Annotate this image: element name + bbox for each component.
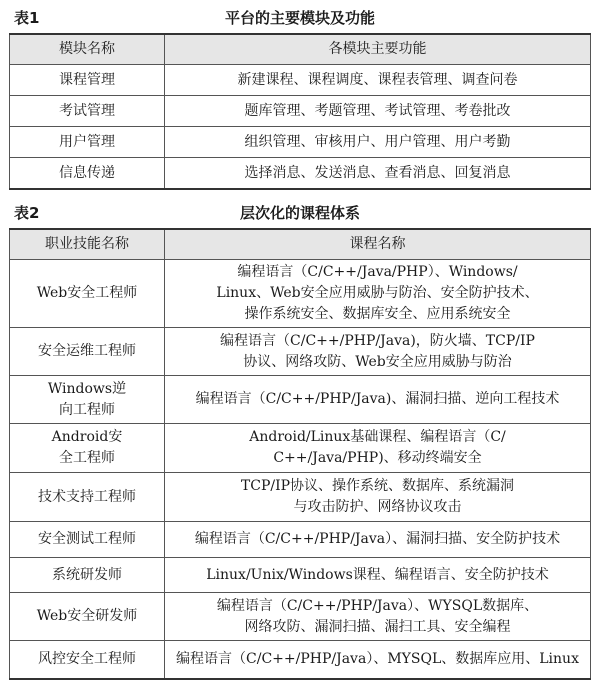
table1-module-function: 新建课程、课程调度、课程表管理、调查问卷 (165, 65, 591, 96)
table1-header-row (10, 34, 591, 65)
table-row (10, 424, 591, 473)
table2-skill-name (10, 558, 165, 593)
table-row (10, 65, 591, 96)
table2-course-line: 协议、网络攻防、Web安全应用威胁与防治 (243, 353, 512, 370)
table-row (10, 473, 591, 522)
table2-skill-name (10, 376, 165, 424)
table1-title: 平台的主要模块及功能 (224, 9, 375, 27)
table2-course-line: Linux/Unix/Windows课程、编程语言、安全防护技术 (206, 566, 549, 583)
table1-module-name: 考试管理 (10, 96, 165, 127)
table2-skill-line: 向工程师 (59, 401, 115, 418)
table2-course-names (165, 473, 591, 522)
table1-caption (0, 4, 600, 30)
table2-caption (0, 199, 600, 225)
table-row (10, 593, 591, 641)
table2-course-line: 编程语言（C/C++/Java/PHP）、Windows/ (237, 264, 518, 280)
table2-course-line: 编程语言（C/C++/PHP/Java)、漏洞扫描、逆向工程技术 (195, 391, 560, 407)
table2-skill-line: 风控安全工程师 (38, 650, 136, 667)
table2-course-line: Linux、Web安全应用威胁与防治、安全防护技术、 (216, 285, 539, 301)
table2-course-line: 网络攻防、漏洞扫描、漏扫工具、安全编程 (244, 618, 511, 635)
table2-skill-line: 安全测试工程师 (38, 531, 136, 547)
table2-skill-line: 技术支持工程师 (38, 488, 136, 505)
table2-skill-name (10, 260, 165, 328)
table1-module-name: 用户管理 (10, 127, 165, 158)
table-row (10, 522, 591, 558)
table-row (10, 328, 591, 376)
table-row (10, 260, 591, 328)
table2-course-names (165, 593, 591, 641)
table2-skill-name (10, 424, 165, 473)
table2-skill-name (10, 473, 165, 522)
table2-header-skill: 职业技能名称 (10, 229, 165, 260)
table2-course-names (165, 558, 591, 593)
table2-skill-name (10, 328, 165, 376)
table2-course-line: 操作系统安全、数据库安全、应用系统安全 (244, 306, 511, 322)
table2-course-names (165, 376, 591, 424)
table2-course-line: 编程语言（C/C++/PHP/Java）、WYSQL数据库、 (216, 597, 539, 614)
table2-skill-line: 全工程师 (59, 450, 115, 466)
table1-number: 表1 (14, 9, 40, 27)
table2-course-line: TCP/IP协议、操作系统、数据库、系统漏洞 (240, 478, 515, 494)
table2-skill-line: Android安 (51, 429, 123, 445)
table-row (10, 558, 591, 593)
table2-skill-line: Web安全研发师 (36, 608, 138, 624)
table-row (10, 127, 591, 158)
table2-course-names (165, 522, 591, 558)
table2-skill-name (10, 522, 165, 558)
table2-skill-line: Web安全工程师 (36, 285, 138, 301)
table2-header-courses: 课程名称 (165, 229, 591, 260)
table-row (10, 158, 591, 190)
table2-course-line: 编程语言（C/C++/PHP/Java）、MYSQL、数据库应用、Linux (176, 650, 579, 667)
table2-course-line: C++/Java/PHP)、移动终端安全 (273, 450, 482, 466)
table-row (10, 96, 591, 127)
table2-course-line: 与攻击防护、网络协议攻击 (293, 499, 462, 515)
table2-course-line: Android/Linux基础课程、编程语言（C/ (249, 429, 506, 445)
table2-number: 表2 (14, 204, 40, 222)
table2-course-names (165, 260, 591, 328)
table1-module-name: 信息传递 (10, 158, 165, 190)
table-row (10, 376, 591, 424)
table2-skill-line: 系统研发师 (52, 566, 122, 583)
table2-skill-line: Windows逆 (47, 380, 127, 397)
table2-course-names (165, 424, 591, 473)
table2-skill-line: 安全运维工程师 (38, 343, 136, 359)
table1-module-function: 选择消息、发送消息、查看消息、回复消息 (165, 158, 591, 190)
table1-module-name: 课程管理 (10, 65, 165, 96)
table2-skill-name (10, 593, 165, 641)
table1-header-module: 模块名称 (10, 34, 165, 65)
table2-title: 层次化的课程体系 (239, 204, 360, 222)
table2 (9, 228, 591, 680)
table2-course-line: 编程语言（C/C++/PHP/Java）、漏洞扫描、安全防护技术 (194, 531, 561, 547)
table2-course-names (165, 328, 591, 376)
table1-module-function: 组织管理、审核用户、用户管理、用户考勤 (165, 127, 591, 158)
table2-course-line: 编程语言（C/C++/PHP/Java)，防火墙、TCP/IP (220, 332, 535, 349)
table1-module-function: 题库管理、考题管理、考试管理、考卷批改 (165, 96, 591, 127)
table2-header-row (10, 229, 591, 260)
table1 (9, 33, 591, 190)
table1-header-function: 各模块主要功能 (165, 34, 591, 65)
